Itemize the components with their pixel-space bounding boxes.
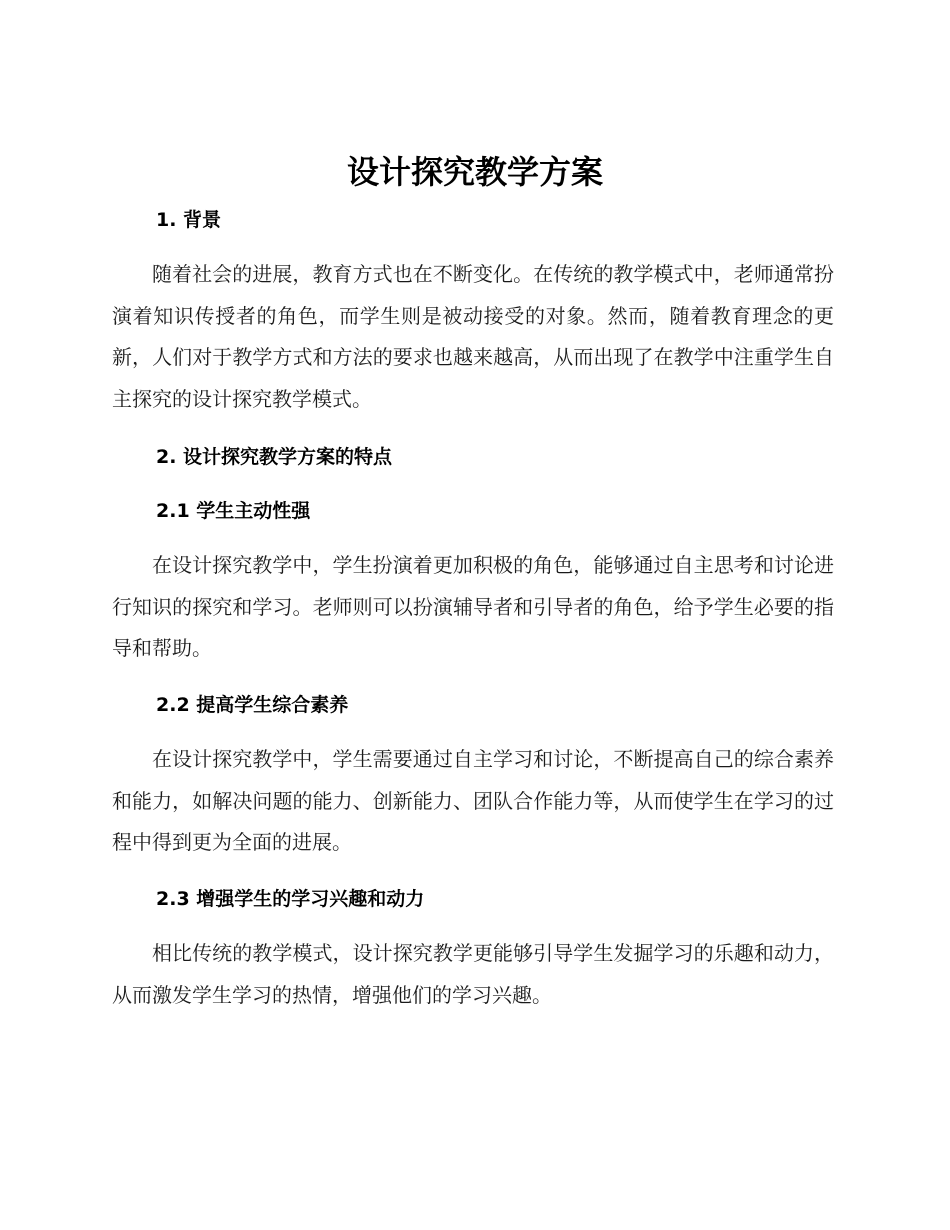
document-title: 设计探究教学方案 [346, 153, 603, 191]
section-paragraph-background: 随着社会的进展，教育方式也在不断变化。在传统的教学模式中，老师通常扮演着知识传授者的角色，而学生则是被动接受的对象。然而，随着教育理念的更新，人们对于教学方式和方法的要求也越来越高，从而出现了在教学中注重学生自主探究的设计探究教学模式。 [112, 262, 834, 411]
section-heading-2-2: 2.2 提高学生综合素养 [156, 694, 349, 716]
section-paragraph-2-3: 相比传统的教学模式，设计探究教学更能够引导学生发掘学习的乐趣和动力，从而激发学生学习的热情，增强他们的学习兴趣。 [112, 941, 834, 1007]
section-heading-2-1: 2.1 学生主动性强 [156, 500, 311, 522]
section-paragraph-2-1: 在设计探究教学中，学生扮演着更加积极的角色，能够通过自主思考和讨论进行知识的探究和学习。老师则可以扮演辅导者和引导者的角色，给予学生必要的指导和帮助。 [112, 553, 834, 660]
section-heading-background: 1. 背景 [156, 209, 222, 231]
section-paragraph-2-2: 在设计探究教学中，学生需要通过自主学习和讨论，不断提高自己的综合素养和能力，如解决问题的能力、创新能力、团队合作能力等，从而使学生在学习的过程中得到更为全面的进展。 [112, 747, 834, 854]
section-heading-2-3: 2.3 增强学生的学习兴趣和动力 [156, 888, 425, 910]
section-heading-features: 2. 设计探究教学方案的特点 [156, 446, 393, 468]
